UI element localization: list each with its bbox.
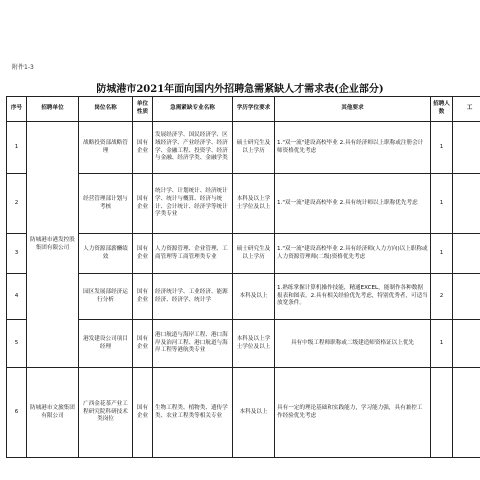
cell-extra [453,320,480,368]
cell-count: 2 [431,274,453,320]
cell-nature: 国有企业 [133,122,153,174]
cell-major: 发展经济学、国民经济学、区域经济学、产业经济学、经济学、金融工程、投资学、经济与金融、经济学类、金融学类 [153,122,233,174]
cell-other: 1."双一流"建设高校毕业 2.具有统计师以上职称优先考虑 [275,174,431,234]
header-major: 急需紧缺专业名称 [153,97,233,122]
cell-unit: 防城港市文旅集团有限公司 [27,368,79,458]
cell-extra [453,174,480,234]
cell-extra [453,368,480,458]
cell-major: 经济统计学、工业经济、能源经济、经济学、统计学 [153,274,233,320]
cell-no: 6 [7,368,27,458]
cell-count [431,368,453,458]
cell-major: 统计学、计划统计、经济统计学、统计与概算、经济与统计、会计统计、经济学等统计学类专业 [153,174,233,234]
cell-no: 1 [7,122,27,174]
table-row [7,234,480,274]
attachment-label: 附件1-3 [12,64,34,71]
header-nature: 单位性质 [133,97,153,122]
cell-edu: 本科及以上学士学位及以上 [233,174,275,234]
cell-no: 2 [7,174,27,234]
table-row [7,122,480,174]
cell-nature: 国有企业 [133,274,153,320]
header-no: 序号 [7,97,27,122]
cell-no: 3 [7,234,27,274]
cell-other: 1.熟练掌握计算机操作技能，精通EXCEL，能制作各种数据报表和图表。2.具有相关经验优先考虑，特别优秀者，可适当放宽条件。 [275,274,431,320]
cell-count: 1 [431,174,453,234]
cell-nature: 国有企业 [133,174,153,234]
cell-edu: 本科及以上学士学位及以上 [233,320,275,368]
cell-post: 港发建设公司项目经理 [79,320,133,368]
cell-edu: 本科及以上 [233,274,275,320]
table-header-row [7,97,480,122]
cell-post: 人力资源部薪酬绩效 [79,234,133,274]
cell-count: 1 [431,122,453,174]
cell-other: 具有一定的理论基础和实践能力，学习能力强，具有兼控工作经验优先考虑 [275,368,431,458]
cell-extra [453,274,480,320]
cell-count: 1 [431,320,453,368]
header-post: 岗位名称 [79,97,133,122]
cell-edu: 硕士研究生及以上学历 [233,234,275,274]
table-row [7,174,480,234]
cell-post: 园区发展部经济运行分析 [79,274,133,320]
table-row [7,320,480,368]
header-extra: 工 [453,97,480,122]
header-count: 招聘人数 [431,97,453,122]
header-other: 其他要求 [275,97,431,122]
cell-other: 具有中级工程师职称或二级建造师资格证以上优先 [275,320,431,368]
cell-post: 经营管理部计划与考核 [79,174,133,234]
cell-other: 1."双一流"建设高校毕业 2.具有经济师(人力方向)以上职称或人力资源管理师(二级)资格优先考虑 [275,234,431,274]
cell-unit: 防城港市港发控股集团有限公司 [27,122,79,368]
cell-extra [453,234,480,274]
cell-major: 生物工程类、植物类、遗传学类、农业工程类等相关专业 [153,368,233,458]
table-row [7,274,480,320]
cell-post: 战略投资部战略管理 [79,122,133,174]
cell-no: 4 [7,274,27,320]
document-title: 防城港市2021年面向国内外招聘急需紧缺人才需求表(企业部分) [96,84,384,95]
cell-nature: 国有企业 [133,368,153,458]
cell-count: 1 [431,234,453,274]
cell-edu: 硕士研究生及以上学历 [233,122,275,174]
cell-major: 港口航道与海岸工程、港口海岸及治河工程、港口航道与海岸工程等港航类专业 [153,320,233,368]
table-row [7,368,480,458]
cell-nature: 国有企业 [133,320,153,368]
cell-other: 1."双一流"建设高校毕业 2.具有经济师以上职称或注册会计师资格优先考虑 [275,122,431,174]
cell-nature: 国有企业 [133,234,153,274]
cell-major: 人力资源管理、企业管理、工商管理等工商管理类专业 [153,234,233,274]
cell-extra [453,122,480,174]
cell-post: 广西金花茶产业工程研究院科研技术类岗位 [79,368,133,458]
requirements-table [6,96,480,458]
header-edu: 学历学位要求 [233,97,275,122]
cell-edu: 本科及以上 [233,368,275,458]
cell-no: 5 [7,320,27,368]
header-unit: 招聘单位 [27,97,79,122]
